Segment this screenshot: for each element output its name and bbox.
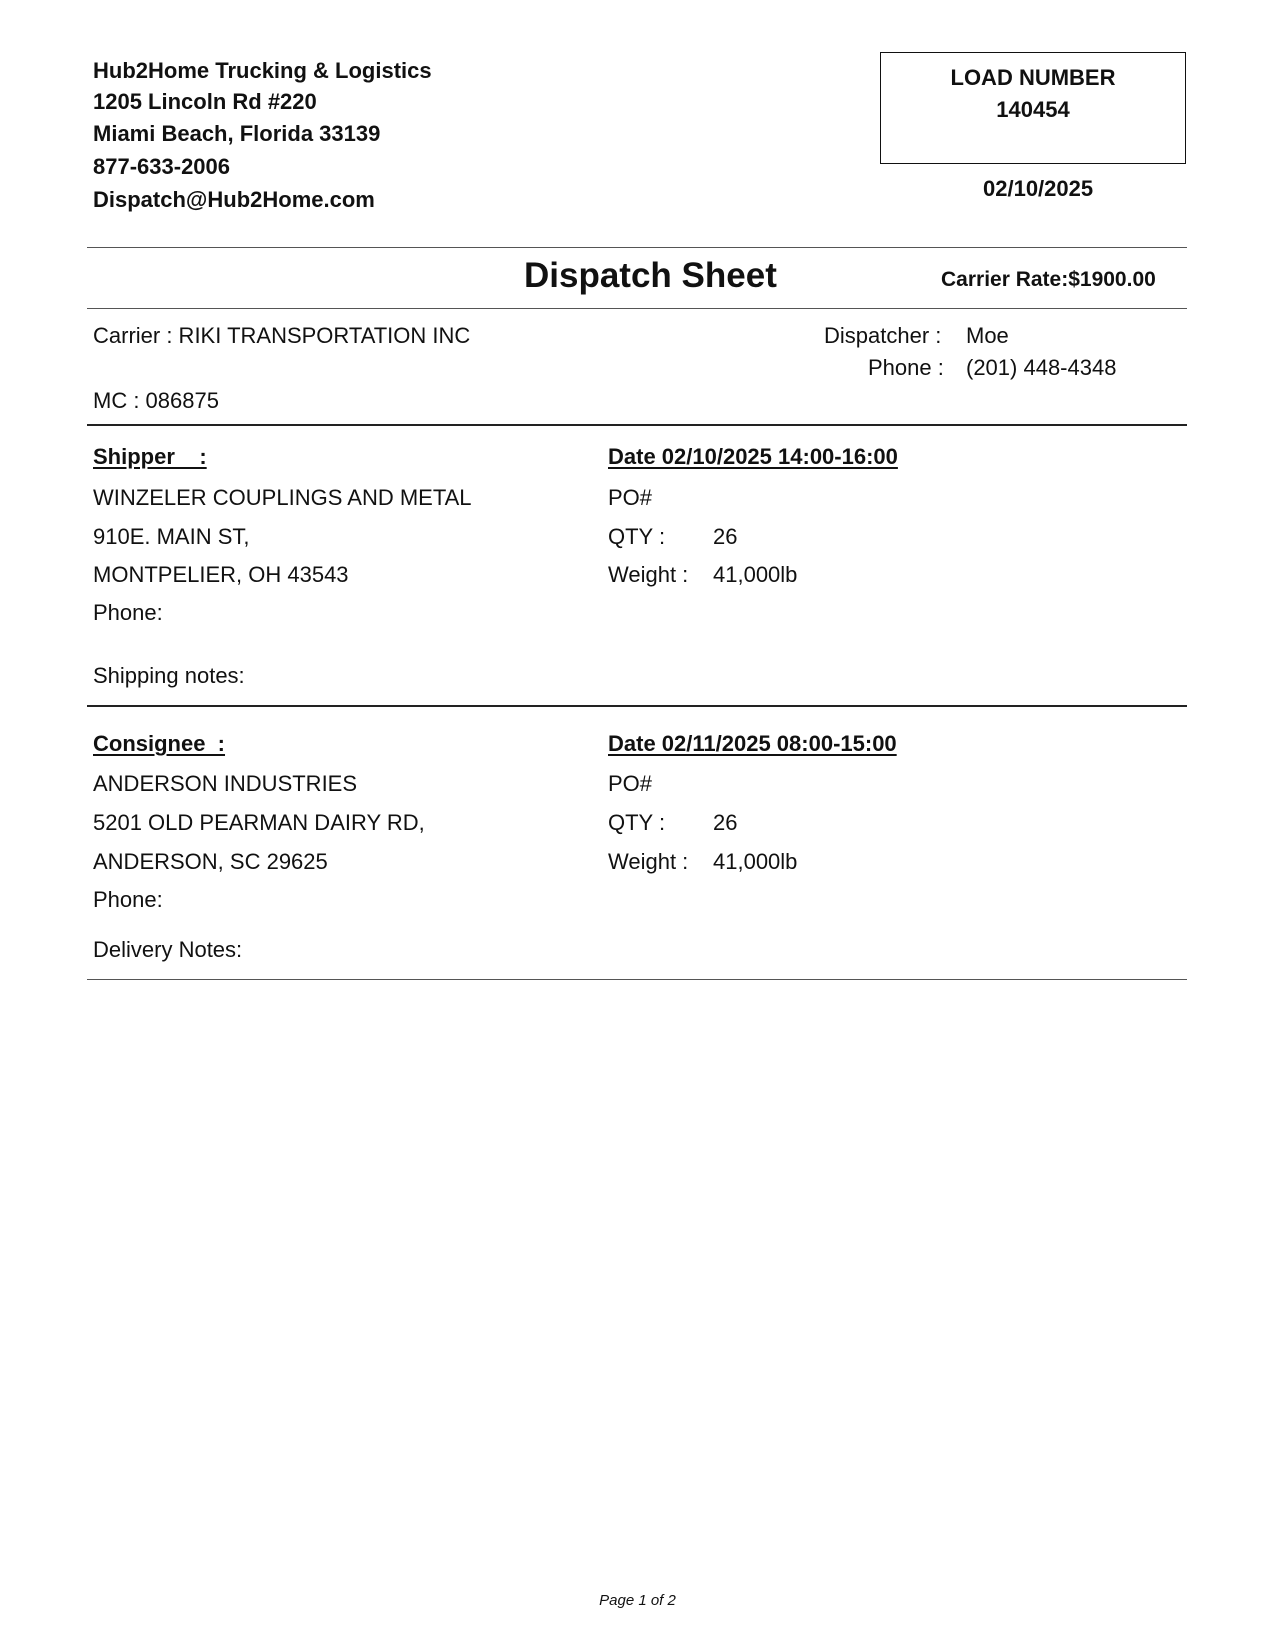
consignee-city: ANDERSON, SC 29625 bbox=[93, 849, 328, 874]
load-date: 02/10/2025 bbox=[983, 176, 1094, 201]
shipper-weight-label: Weight : bbox=[608, 562, 689, 587]
shipper-po: PO# bbox=[608, 485, 653, 510]
divider-title bbox=[87, 308, 1187, 309]
consignee-weight-label: Weight : bbox=[608, 849, 689, 874]
company-address-line2: Miami Beach, Florida 33139 bbox=[93, 121, 381, 146]
divider-carrier bbox=[87, 424, 1187, 426]
load-number-box bbox=[880, 52, 1186, 164]
divider-top bbox=[87, 247, 1187, 248]
shipper-name: WINZELER COUPLINGS AND METAL bbox=[93, 485, 472, 510]
shipping-notes: Shipping notes: bbox=[93, 663, 245, 688]
consignee-street: 5201 OLD PEARMAN DAIRY RD, bbox=[93, 810, 425, 835]
consignee-qty-label: QTY : bbox=[608, 810, 666, 835]
carrier-rate: Carrier Rate:$1900.00 bbox=[941, 268, 1156, 291]
load-number-label: LOAD NUMBER bbox=[950, 65, 1116, 90]
company-address-line1: 1205 Lincoln Rd #220 bbox=[93, 89, 317, 114]
dispatcher-phone-label: Phone : bbox=[868, 355, 944, 380]
load-number-value: 140454 bbox=[996, 97, 1070, 122]
company-header bbox=[93, 55, 432, 216]
consignee-qty-value: 26 bbox=[713, 810, 738, 835]
consignee-po: PO# bbox=[608, 771, 653, 796]
carrier-name: Carrier : RIKI TRANSPORTATION INC bbox=[93, 323, 471, 348]
shipper-street: 910E. MAIN ST, bbox=[93, 524, 250, 549]
consignee-name: ANDERSON INDUSTRIES bbox=[93, 771, 358, 796]
page-title: Dispatch Sheet bbox=[524, 256, 777, 295]
consignee-weight-value: 41,000lb bbox=[713, 849, 798, 874]
shipper-city: MONTPELIER, OH 43543 bbox=[93, 562, 349, 587]
dispatcher-value: Moe bbox=[966, 323, 1009, 348]
shipper-heading: Shipper : bbox=[93, 444, 207, 469]
mc-number: MC : 086875 bbox=[93, 388, 219, 413]
page-footer: Page 1 of 2 bbox=[599, 1592, 676, 1609]
delivery-notes: Delivery Notes: bbox=[93, 937, 243, 962]
consignee-phone: Phone: bbox=[93, 887, 163, 912]
divider-shipper bbox=[87, 705, 1187, 707]
shipper-qty-label: QTY : bbox=[608, 524, 666, 549]
shipper-date: Date 02/10/2025 14:00-16:00 bbox=[608, 444, 898, 469]
company-phone: 877-633-2006 bbox=[93, 154, 231, 179]
consignee-heading: Consignee : bbox=[93, 731, 226, 756]
dispatcher-phone-value: (201) 448-4348 bbox=[966, 355, 1117, 380]
shipper-phone: Phone: bbox=[93, 600, 163, 625]
company-email: Dispatch@Hub2Home.com bbox=[93, 187, 375, 212]
consignee-date: Date 02/11/2025 08:00-15:00 bbox=[608, 731, 897, 756]
company-name: Hub2Home Trucking & Logistics bbox=[93, 58, 432, 83]
divider-consignee bbox=[87, 979, 1187, 980]
shipper-weight-value: 41,000lb bbox=[713, 562, 798, 587]
shipper-qty-value: 26 bbox=[713, 524, 738, 549]
dispatcher-label: Dispatcher : bbox=[824, 323, 942, 348]
